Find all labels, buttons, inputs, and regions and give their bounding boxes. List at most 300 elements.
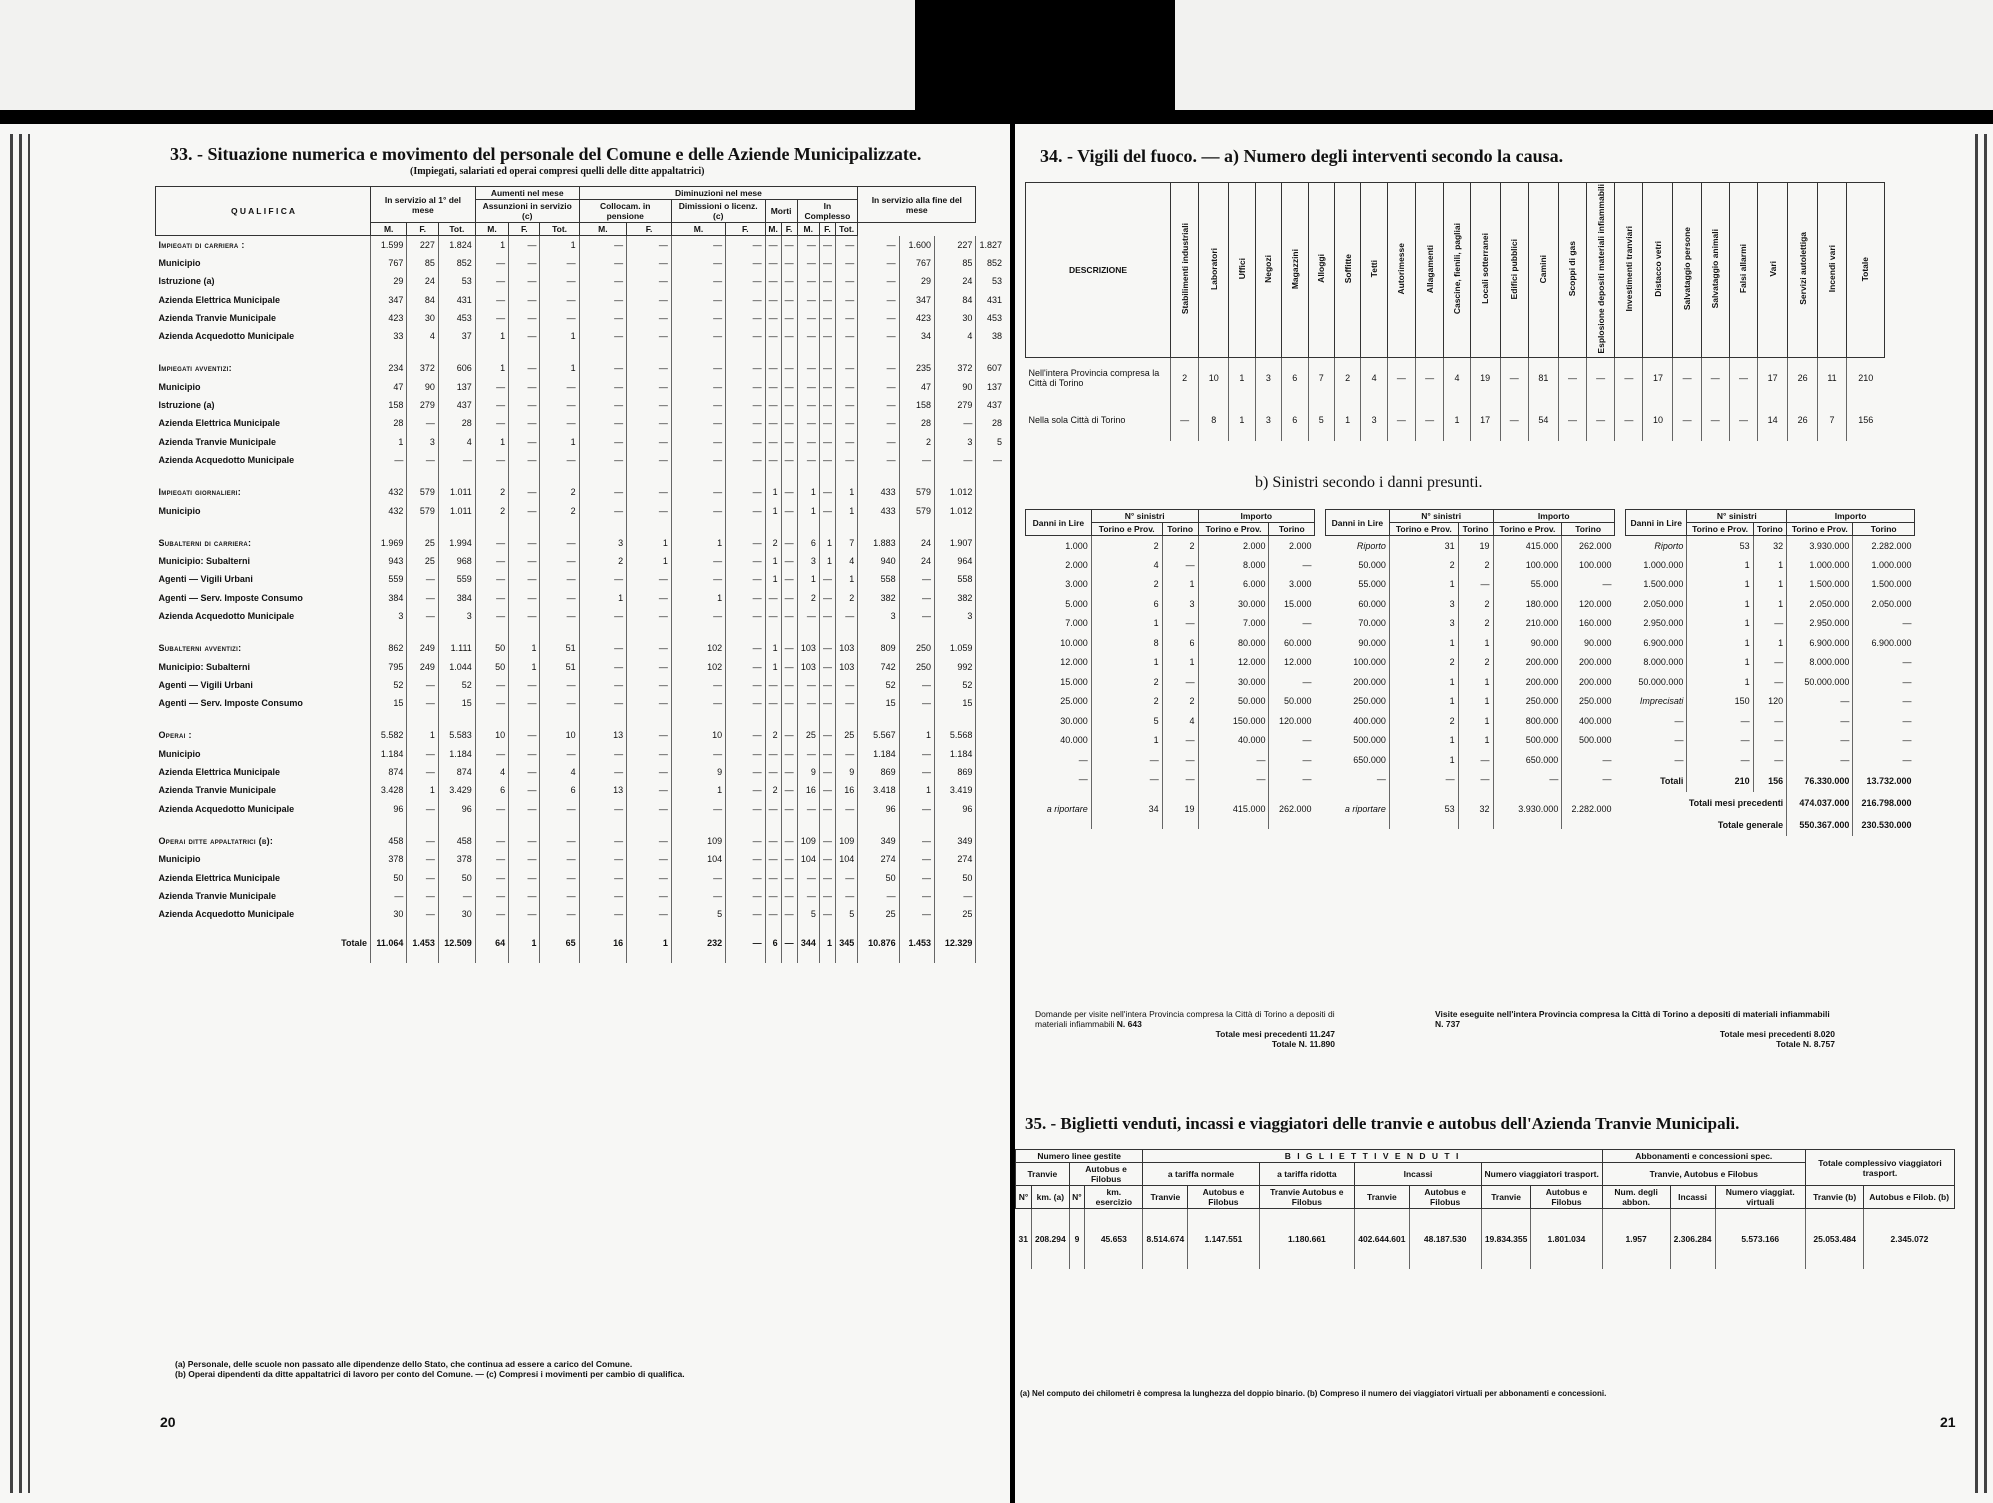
cell-value: — (540, 378, 579, 396)
cell-value (858, 520, 899, 534)
cell-value: — (797, 745, 819, 763)
cause-label: Alloggi (1316, 254, 1327, 284)
cell-value: 5.573.166 (1715, 1209, 1806, 1269)
cell-value: 1 (819, 552, 835, 570)
cell-value: — (579, 254, 627, 272)
cell-value (438, 818, 475, 832)
domande-box (1035, 1009, 1335, 1049)
cell-value: — (671, 694, 725, 712)
cell-value: — (797, 359, 819, 377)
cell-value: 24 (934, 272, 975, 290)
cell-value: — (819, 800, 835, 818)
h35-biglietti: B I G L I E T T I V E N D U T I (1143, 1150, 1602, 1163)
riporto-value: a riportare (1046, 804, 1088, 814)
cell-value: — (627, 763, 672, 781)
cell-value: 37 (438, 327, 475, 345)
cell-value: — (836, 868, 858, 886)
cell-value: 234 (371, 359, 407, 377)
cell-value: — (765, 832, 781, 850)
cell-value: 1 (765, 483, 781, 501)
cell-value: 48.187.530 (1409, 1209, 1481, 1269)
cell-value (858, 345, 899, 359)
cell-value: — (836, 745, 858, 763)
domande-tot-line (1035, 1039, 1335, 1049)
cell-value: 60.000 (1269, 633, 1315, 653)
cell-value: 4 (438, 432, 475, 450)
cell-value: — (540, 290, 579, 308)
h35-tranvie-s1: Tranvie (1143, 1186, 1188, 1209)
row-label: Agenti — Vigili Urbani (158, 679, 253, 690)
cell-value: — (509, 378, 540, 396)
cell-value: 13 (579, 781, 627, 799)
cell-value: 50 (858, 868, 899, 886)
cell-value: 53 (976, 272, 1005, 290)
cell-value: — (1416, 399, 1444, 441)
cell-value: 25 (407, 534, 439, 552)
cell-value: 81 (1528, 357, 1558, 399)
cell-value: 25 (858, 905, 899, 923)
cell-value: 6 (1282, 399, 1308, 441)
cell-value: 606 (438, 359, 475, 377)
cell-value: — (540, 396, 579, 414)
row-label: Azienda Elettrica Municipale (158, 872, 281, 883)
cell-value: 2 (1091, 575, 1162, 595)
cell-value (781, 818, 797, 832)
cell-value (579, 712, 627, 726)
cell-value: Imprecisati (1639, 696, 1684, 707)
row-label: Istruzione (a) (158, 400, 215, 411)
cell-value: — (407, 850, 439, 868)
cell-value (407, 712, 439, 726)
cell-value: 210 (1846, 357, 1884, 399)
cell-value: — (540, 451, 579, 469)
cell-value: 26 (1788, 399, 1818, 441)
cell-value: — (1558, 357, 1586, 399)
totali-value: 156 (1753, 770, 1787, 792)
cell-value (438, 520, 475, 534)
cell-value: 8.000 (1198, 555, 1269, 575)
cause-header (1528, 183, 1558, 358)
cell-value: 2 (1389, 555, 1458, 575)
cell-value (836, 520, 858, 534)
cell-value: — (509, 763, 540, 781)
cell-value: 12.000 (1060, 657, 1088, 668)
cell-value (976, 625, 1005, 639)
cell-value: — (1753, 653, 1787, 673)
cell-value (899, 345, 934, 359)
row-label: Azienda Acquedotto Municipale (158, 909, 295, 920)
cell-value: 38 (976, 327, 1005, 345)
header-f: F. (781, 223, 797, 236)
cell-value: — (819, 236, 835, 254)
cell-value: — (371, 887, 407, 905)
riporto-value: 32 (1458, 789, 1493, 829)
cell-value: 28 (899, 414, 934, 432)
cell-value: — (509, 327, 540, 345)
cause-header (1558, 183, 1586, 358)
cell-value: 2.950.000 (1643, 618, 1684, 629)
cell-value: — (438, 887, 475, 905)
cell-value: 992 (934, 657, 975, 675)
cell-value: 1 (407, 726, 439, 744)
cell-value: 200.000 (1562, 653, 1615, 673)
table-35 (1015, 1149, 1955, 1269)
cell-value: — (781, 414, 797, 432)
cell-value: — (819, 589, 835, 607)
cell-value: 1.000 (1065, 540, 1088, 551)
cell-value (976, 676, 1005, 694)
table-row (156, 378, 1006, 396)
cell-value: 102 (671, 657, 725, 675)
header-danni: Danni in Lire (1326, 510, 1390, 536)
cell-value (627, 818, 672, 832)
cell-value: — (579, 483, 627, 501)
cell-value: 5.568 (934, 726, 975, 744)
table-row (156, 832, 1006, 850)
cell-value (899, 520, 934, 534)
cell-value: 4 (836, 552, 858, 570)
cell-value: 7 (836, 534, 858, 552)
table-row (1326, 555, 1615, 575)
cell-value (509, 712, 540, 726)
cell-value: 2.000 (1198, 536, 1269, 556)
cell-value: — (765, 272, 781, 290)
cell-value: 6 (1162, 633, 1198, 653)
cell-value: — (781, 254, 797, 272)
cell-value: 1.111 (438, 639, 475, 657)
cell-value: — (726, 781, 765, 799)
cell-value: — (765, 800, 781, 818)
cell-value: 3 (1361, 399, 1387, 441)
cell-value: 1 (765, 552, 781, 570)
table-row (1026, 731, 1315, 751)
cell-value: — (671, 272, 725, 290)
cell-value: 28 (976, 414, 1005, 432)
table-row (156, 763, 1006, 781)
cell-value (765, 345, 781, 359)
cell-value (627, 625, 672, 639)
table-row (1026, 614, 1315, 634)
cell-value: 1.180.661 (1259, 1209, 1355, 1269)
cell-value: 2 (1171, 357, 1199, 399)
h35-abbonamenti: Abbonamenti e concessioni spec. (1602, 1150, 1805, 1163)
cell-value: 13 (579, 726, 627, 744)
cell-value: 579 (899, 501, 934, 519)
cell-value: 1 (371, 432, 407, 450)
cell-value: — (438, 451, 475, 469)
cell-value: 1 (765, 657, 781, 675)
cell-value: 53 (438, 272, 475, 290)
cell-value: — (726, 552, 765, 570)
cell-value: — (627, 378, 672, 396)
cell-value: 227 (934, 236, 975, 254)
cell-value: 3 (1255, 357, 1281, 399)
page-edge-right (1975, 134, 1987, 1493)
cell-value: 50 (475, 639, 508, 657)
cell-value: — (726, 726, 765, 744)
cell-value: — (726, 639, 765, 657)
cell-value: — (836, 887, 858, 905)
cause-header (1788, 183, 1818, 358)
cell-value: 384 (438, 589, 475, 607)
cell-value: — (475, 552, 508, 570)
cause-label: Servizi autolettiga (1797, 232, 1808, 306)
cell-value (726, 818, 765, 832)
cause-label: Soffitte (1342, 254, 1353, 284)
cell-value: — (819, 676, 835, 694)
table-row (1626, 653, 1915, 673)
cell-value (934, 818, 975, 832)
cell-value: — (475, 832, 508, 850)
cell-value: — (836, 236, 858, 254)
cell-value: — (858, 359, 899, 377)
cell-value: — (726, 272, 765, 290)
cell-value: 7 (1818, 399, 1847, 441)
cause-header (1416, 183, 1444, 358)
cell-value: — (475, 694, 508, 712)
cell-value: 30 (407, 309, 439, 327)
cell-value: 10 (475, 726, 508, 744)
cell-value: — (836, 254, 858, 272)
cell-value (858, 469, 899, 483)
domande-value: 643 (1127, 1019, 1142, 1029)
cell-value: — (1162, 731, 1198, 751)
cell-value: 109 (797, 832, 819, 850)
cell-value: 2.000 (1269, 536, 1315, 556)
cause-header (1643, 183, 1673, 358)
cause-header (1846, 183, 1884, 358)
cause-header (1673, 183, 1701, 358)
cell-value: 1 (627, 534, 672, 552)
table-row (1326, 594, 1615, 614)
cell-value: — (540, 694, 579, 712)
cell-value: — (1458, 575, 1493, 595)
cell-value: 1 (1229, 357, 1255, 399)
row-label: Azienda Acquedotto Municipale (158, 610, 295, 621)
cell-value: — (765, 607, 781, 625)
cell-value: 3 (934, 607, 975, 625)
cell-value: 7 (1308, 357, 1334, 399)
cell-value: 262.000 (1562, 536, 1615, 556)
header-m: M. (671, 223, 725, 236)
row-label (156, 625, 371, 639)
cell-value: 102 (671, 639, 725, 657)
cell-value: — (726, 763, 765, 781)
cell-value: 431 (438, 290, 475, 308)
cell-value (726, 345, 765, 359)
cell-value: — (819, 832, 835, 850)
cause-header (1282, 183, 1308, 358)
cause-header (1171, 183, 1199, 358)
cell-value: — (765, 309, 781, 327)
cell-value: 30 (934, 309, 975, 327)
cell-value: — (1562, 770, 1615, 790)
cell-value: 347 (371, 290, 407, 308)
cell-value (627, 345, 672, 359)
cell-value: 90.000 (1562, 633, 1615, 653)
cell-value: — (407, 414, 439, 432)
cell-value: 29 (371, 272, 407, 290)
cell-value: 100.000 (1493, 555, 1562, 575)
cell-value: 85 (934, 254, 975, 272)
cell-value (438, 469, 475, 483)
cell-value: 40.000 (1198, 731, 1269, 751)
page-number-left: 20 (160, 1414, 176, 1430)
cell-value: — (540, 309, 579, 327)
table-row (156, 290, 1006, 308)
cell-value: — (579, 378, 627, 396)
table-row (156, 868, 1006, 886)
cell-value: 24 (899, 552, 934, 570)
cell-value: — (819, 781, 835, 799)
cell-value: — (726, 657, 765, 675)
cell-value: — (475, 676, 508, 694)
cell-value: 2.050.000 (1787, 594, 1853, 614)
table-row (1026, 357, 1885, 399)
table-row (1626, 575, 1915, 595)
cell-value: — (509, 432, 540, 450)
table-row (1626, 692, 1915, 712)
cell-value: — (781, 236, 797, 254)
cell-value (475, 520, 508, 534)
cell-value: — (509, 832, 540, 850)
cell-value: 1 (1091, 614, 1162, 634)
cell-value: — (781, 657, 797, 675)
cell-value: — (1562, 750, 1615, 770)
header-f: F. (819, 223, 835, 236)
cell-value (976, 763, 1005, 781)
cell-value: — (819, 868, 835, 886)
cell-value: — (579, 309, 627, 327)
cell-value: 150 (1687, 692, 1753, 712)
cell-value: — (781, 781, 797, 799)
cell-value: 1.147.551 (1188, 1209, 1259, 1269)
riporto-value: a riportare (1344, 804, 1386, 814)
cell-value: — (627, 359, 672, 377)
cell-value: 30.000 (1198, 594, 1269, 614)
cell-value: — (1500, 399, 1528, 441)
cell-value: 4 (475, 763, 508, 781)
cell-value (671, 625, 725, 639)
cell-value: — (781, 359, 797, 377)
prec-label: Totali mesi precedenti (1688, 797, 1784, 808)
cell-value: 47 (371, 378, 407, 396)
cell-value: 250.000 (1493, 692, 1562, 712)
row-label: Municipio: Subalterni (158, 556, 250, 567)
cell-value: — (726, 850, 765, 868)
table-34b (1025, 509, 1925, 894)
sinistri-block (1025, 509, 1315, 829)
table-row (1326, 653, 1615, 673)
cell-value: — (627, 868, 672, 886)
cell-value (540, 625, 579, 639)
sinistri-block (1325, 509, 1615, 829)
cell-value: — (1269, 770, 1315, 790)
cell-value: — (579, 639, 627, 657)
domande-prec-value: 11.247 (1309, 1029, 1335, 1039)
cell-value: 2.345.072 (1864, 1209, 1955, 1269)
cell-value: — (858, 887, 899, 905)
cell-value (726, 712, 765, 726)
row-label: Azienda Tranvie Municipale (158, 436, 277, 447)
empty-row (1626, 731, 1915, 751)
cell-value: — (726, 800, 765, 818)
empty-row (1026, 770, 1315, 790)
cell-value: — (781, 534, 797, 552)
cell-value: 1.000.000 (1853, 555, 1915, 575)
cell-value: 10 (1199, 357, 1229, 399)
cell-value: — (781, 451, 797, 469)
cell-value: — (781, 639, 797, 657)
cell-value: — (836, 607, 858, 625)
totali-value: 76.330.000 (1787, 770, 1853, 792)
header-nsin: N° sinistri (1389, 510, 1493, 523)
cell-value: — (509, 745, 540, 763)
header-nsin: N° sinistri (1687, 510, 1787, 523)
table-row (1626, 536, 1915, 556)
cell-value: 250 (899, 639, 934, 657)
cell-value: 109 (836, 832, 858, 850)
cause-header (1334, 183, 1360, 358)
cell-value (819, 345, 835, 359)
cell-value: — (540, 272, 579, 290)
cell-value: 103 (836, 639, 858, 657)
cell-value: — (509, 868, 540, 886)
cell-value: — (765, 254, 781, 272)
cell-value: 1.824 (438, 236, 475, 254)
cell-value: 52 (371, 676, 407, 694)
cause-header (1255, 183, 1281, 358)
cell-value: 25 (836, 726, 858, 744)
cell-value: 437 (976, 396, 1005, 414)
cell-value: — (726, 607, 765, 625)
cell-value: — (475, 309, 508, 327)
cell-value (899, 818, 934, 832)
cell-value: 9 (1069, 1209, 1084, 1269)
totali-value: Totali (1660, 775, 1684, 786)
header-dimissioni: Dimissioni o licenz. (c) (671, 200, 765, 223)
cell-value: — (726, 414, 765, 432)
cell-value: — (1587, 399, 1615, 441)
cell-value: 15 (934, 694, 975, 712)
cell-value: 3 (797, 552, 819, 570)
table-row (1626, 594, 1915, 614)
cause-label: Investimenti tranviari (1623, 226, 1634, 312)
cell-value: — (1269, 731, 1315, 751)
cell-value: — (765, 451, 781, 469)
table-row (1626, 633, 1915, 653)
cause-header (1444, 183, 1470, 358)
cell-value (509, 469, 540, 483)
cell-value: 15.000 (1269, 594, 1315, 614)
cell-value: — (765, 290, 781, 308)
cell-value: — (1687, 731, 1753, 751)
cell-value (976, 469, 1005, 483)
cell-value: — (858, 327, 899, 345)
cell-value: 1 (509, 657, 540, 675)
cell-value: 120.000 (1562, 594, 1615, 614)
totali-row (1626, 770, 1915, 792)
table-row (156, 639, 1006, 657)
cause-header (1229, 183, 1255, 358)
cell-value: 1 (1753, 633, 1787, 653)
total-value: — (781, 923, 797, 963)
cell-value: — (819, 763, 835, 781)
cell-value: 1.599 (371, 236, 407, 254)
table-row (156, 327, 1006, 345)
block-header (1026, 510, 1315, 523)
cell-value (976, 589, 1005, 607)
